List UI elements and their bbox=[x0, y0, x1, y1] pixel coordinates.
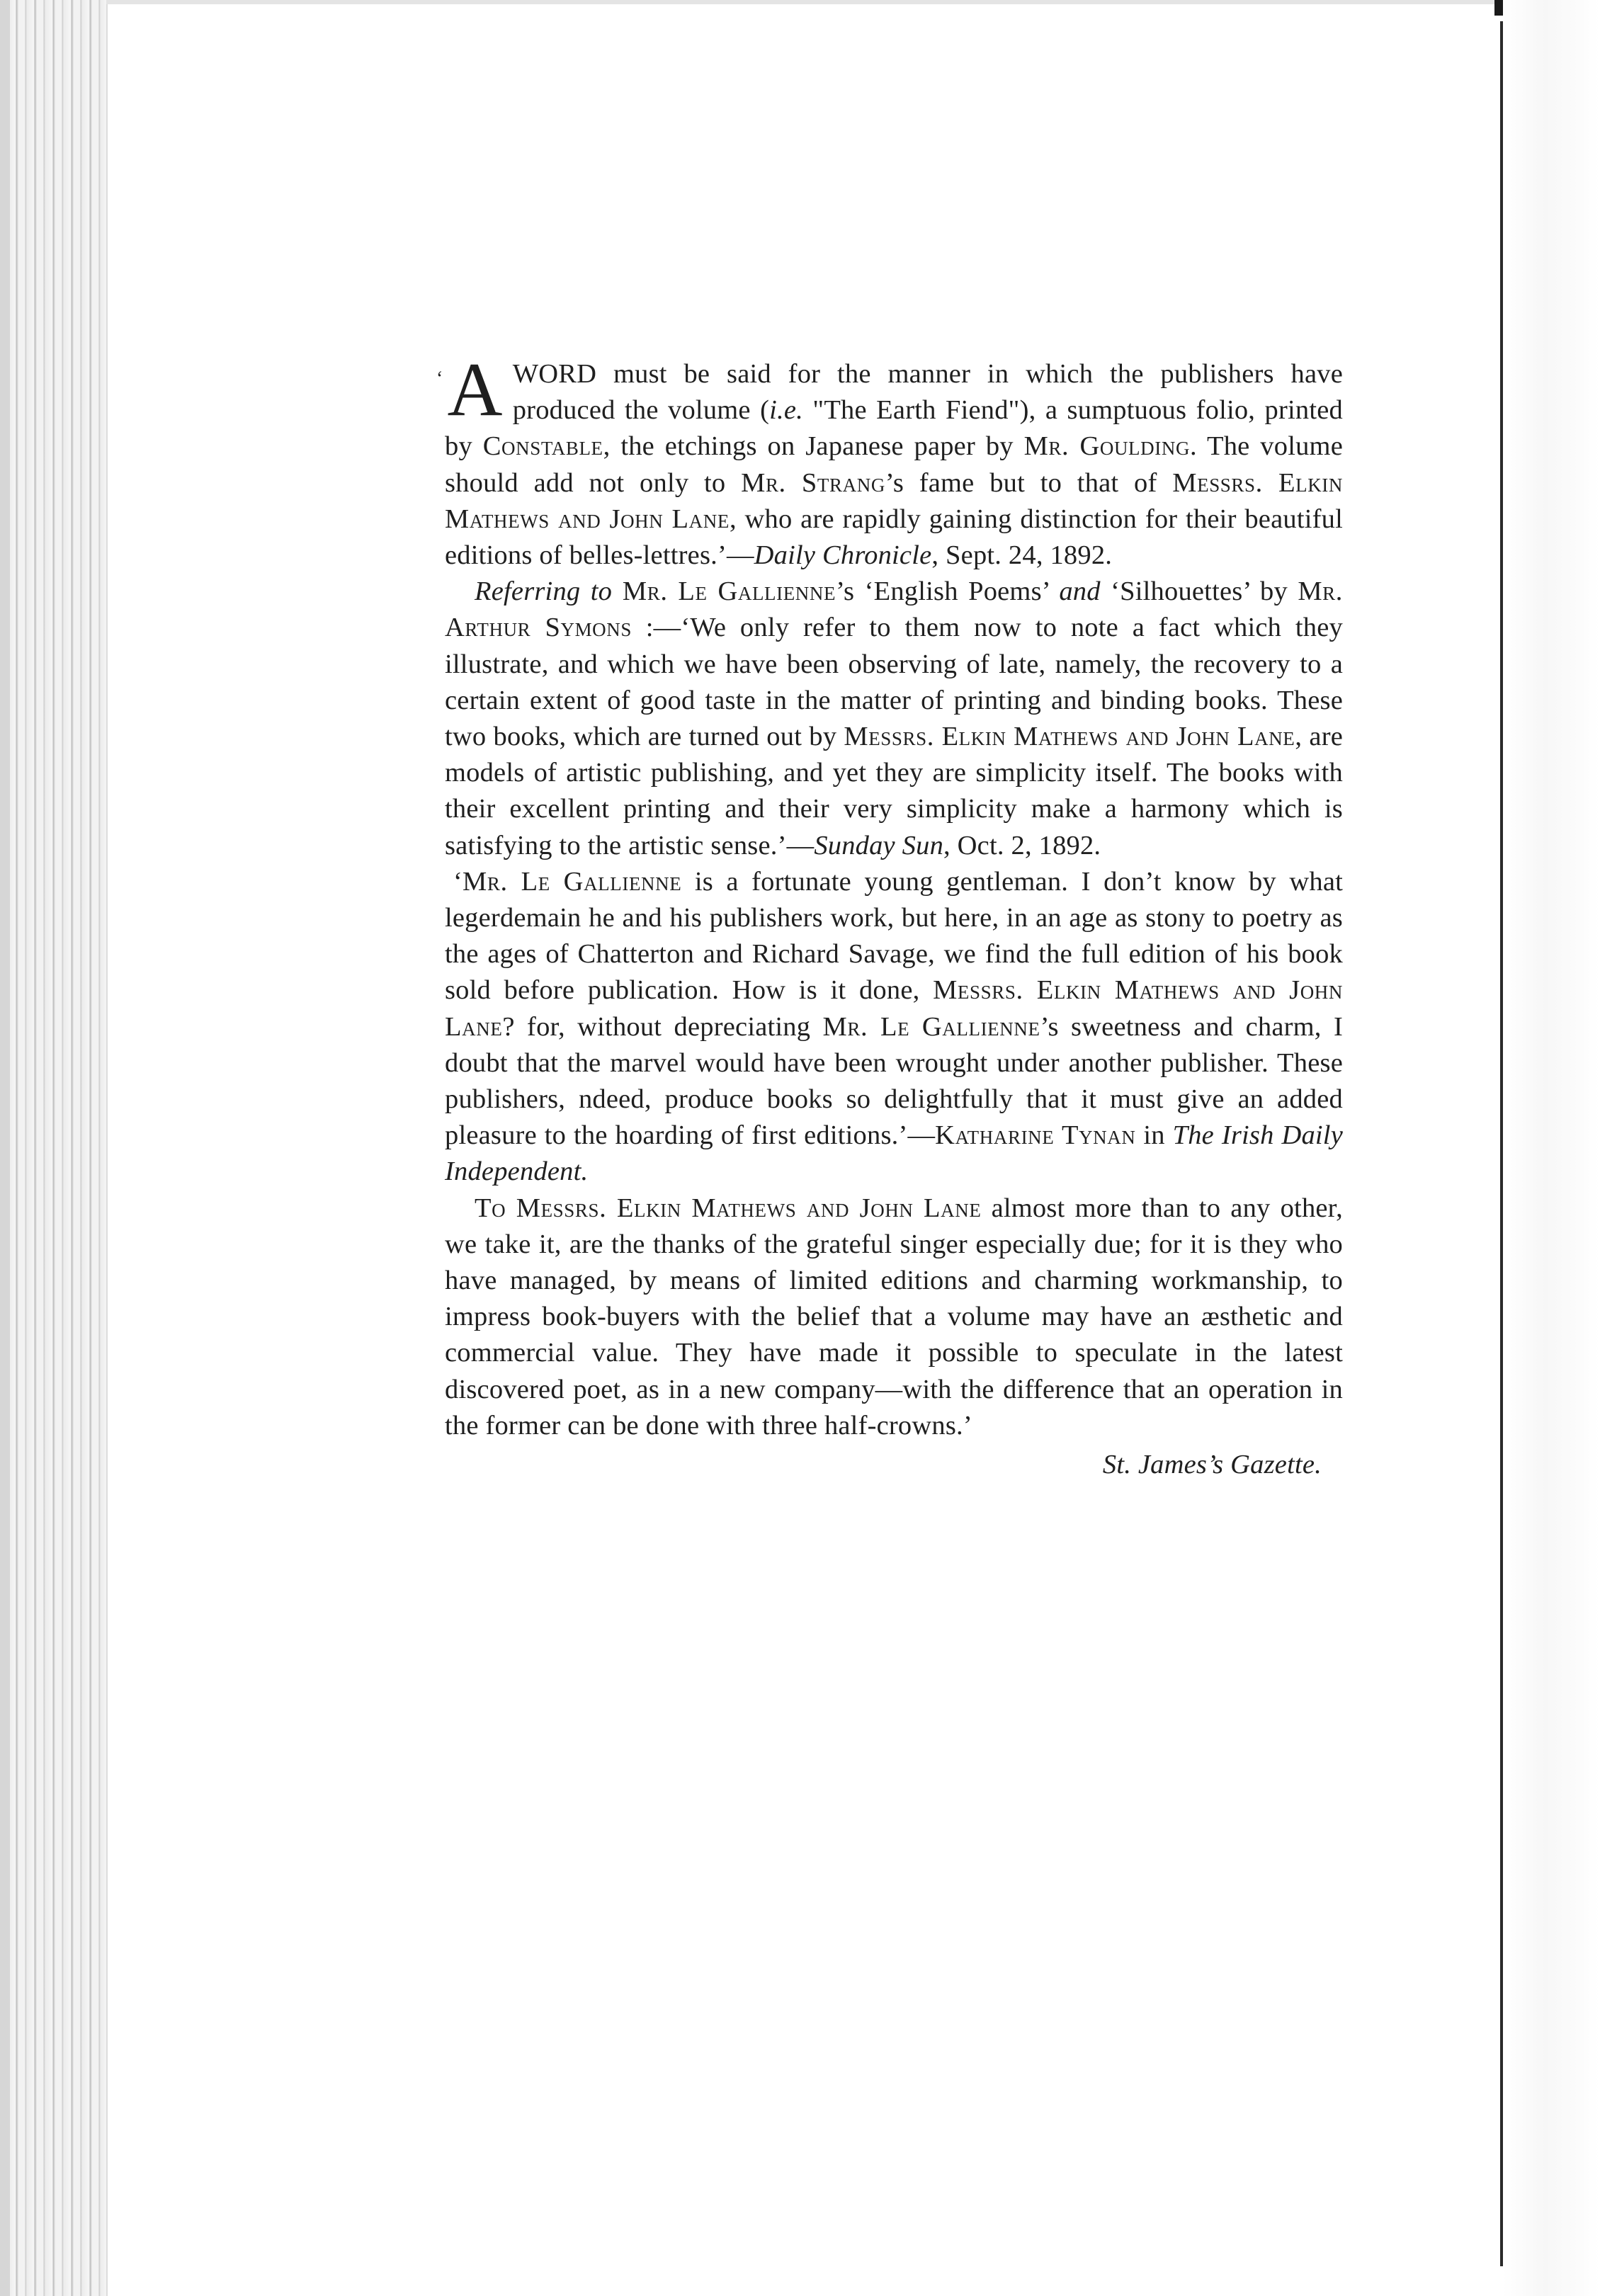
name-goulding: Mr. Goulding bbox=[1023, 431, 1191, 462]
first-word: WORD bbox=[512, 359, 597, 389]
drop-cap: A bbox=[447, 348, 503, 432]
notice-daily-chronicle bbox=[436, 348, 1343, 574]
notice-st-jamess-gazette bbox=[445, 1190, 1343, 1444]
text-run: ‘Silhouettes’ by bbox=[1100, 576, 1298, 607]
source-date: , Sept. 24, 1892. bbox=[931, 540, 1113, 571]
name-publishers: Messrs. Elkin Mathews and John Lane bbox=[445, 467, 1343, 534]
text-run: , the etchings on Japanese paper by bbox=[603, 431, 1024, 462]
text-run: ’s ‘English Poems’ bbox=[836, 576, 1060, 607]
notice-sunday-sun bbox=[445, 574, 1343, 864]
italic-and: and bbox=[1059, 576, 1101, 607]
page-right-margin bbox=[1503, 0, 1600, 2296]
text-run: must be said for the manner in which the publishers have produced the volume ( bbox=[512, 359, 1343, 426]
source-date: , Oct. 2, 1892. bbox=[943, 830, 1101, 860]
italic-ie: i.e. bbox=[769, 395, 803, 426]
text-run: is a fortunate young gentleman. I don’t know by what legerdemain he and his publishers work, but here, in an age as stony to poetry as the ages of Chatterton and Richard Savage, we find the full edition of his book sold before publication. How is it done, bbox=[445, 866, 1343, 1006]
name-publishers: To Messrs. Elkin Mathews and John Lane bbox=[475, 1193, 982, 1223]
name-strang: Mr. Strang bbox=[741, 467, 885, 498]
opening-quote-mark: ‘ bbox=[436, 368, 443, 390]
name-le-gallienne: Mr. Le Gallienne bbox=[463, 866, 682, 897]
text-run: "The Earth Fiend"), a sumptuous folio, printed by bbox=[445, 395, 1343, 462]
press-notices bbox=[436, 348, 1344, 1483]
text-run: ’s fame but to that of bbox=[885, 467, 1173, 498]
source-st-jamess-gazette: St. James’s Gazette. bbox=[1102, 1450, 1322, 1480]
opening-quote-mark: ‘ bbox=[453, 866, 463, 897]
source-irish-daily-independent: The Irish Daily Independent. bbox=[445, 1120, 1343, 1187]
text-run: in bbox=[1135, 1120, 1173, 1151]
source-sunday-sun: Sunday Sun bbox=[814, 830, 944, 860]
page-top-edge bbox=[106, 0, 1494, 4]
page-right-border bbox=[1500, 21, 1503, 2266]
text-run: :—‘We only refer to them now to note a fact which they illustrate, and which we have been observing of late, namely, the recovery to a certain extent of good taste in the matter of printing and binding books. These two books, which are turned out by bbox=[445, 613, 1343, 752]
text-run: , who are rapidly gaining distinction for their beautiful editions of belles-lettres.’— bbox=[445, 504, 1343, 571]
text-run: ’s sweetness and charm, I doubt that the marvel would have been wrought under another publisher. These publishers, ndeed, produce books so delightfully that it must give an added pleasure to the hoarding of first editions.’— bbox=[445, 1011, 1343, 1151]
book-spine-edge bbox=[0, 0, 108, 2296]
name-le-gallienne: Mr. Le Gallienne bbox=[612, 576, 836, 607]
text-run: , are models of artistic publishing, and yet they are simplicity itself. The books with their excellent printing and their very simplicity make a harmony which is satisfying to the artistic sense.’— bbox=[445, 722, 1344, 860]
text-run: . The volume should add not only to bbox=[445, 431, 1343, 498]
name-publishers: Messrs. Elkin Mathews and John Lane bbox=[844, 722, 1295, 752]
name-constable: Constable bbox=[482, 431, 603, 462]
notice-irish-daily-independent bbox=[445, 864, 1343, 1190]
intro-referring: Referring to bbox=[475, 576, 613, 607]
name-le-gallienne: Mr. Le Gallienne bbox=[822, 1011, 1040, 1042]
name-tynan: Katharine Tynan bbox=[935, 1120, 1136, 1151]
text-run: almost more than to any other, we take it, are the thanks of the grateful singer especially due; for it is they who have managed, by means of limited editions and charming workmanship, to impress book-buyers with the belief that a volume may have an æsthetic and commercial value. They have made it possible to speculate in the latest discovered poet, as in a new company—with the difference that an operation in the former can be done with three half-crowns.’ bbox=[445, 1193, 1343, 1440]
name-symons: Mr. Arthur Symons bbox=[445, 576, 1344, 643]
text-run: ? for, without depreciating bbox=[502, 1011, 823, 1042]
source-daily-chronicle: Daily Chronicle bbox=[754, 540, 932, 571]
name-publishers: Messrs. Elkin Mathews and John Lane bbox=[445, 975, 1343, 1042]
